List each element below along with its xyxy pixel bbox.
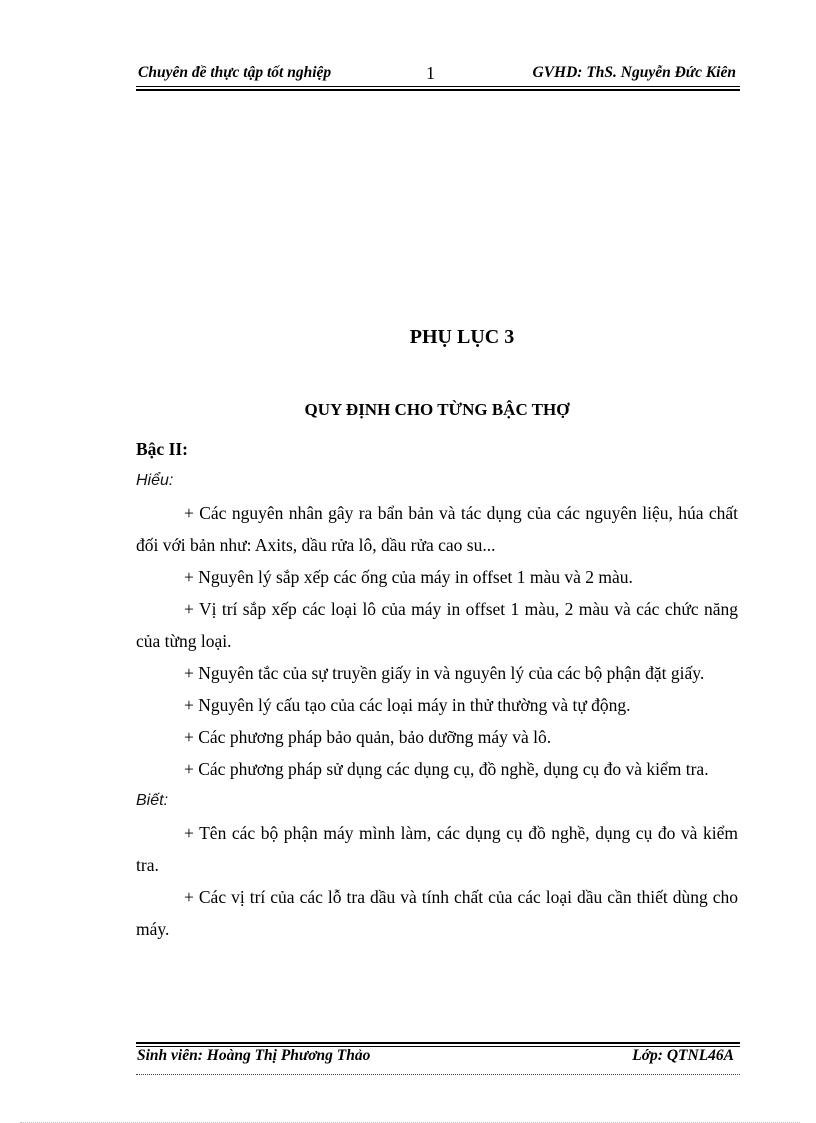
header-page-number: 1 [426, 63, 435, 83]
understand-item: + Nguyên lý sắp xếp các ống của máy in offset 1 màu và 2 màu. [184, 567, 633, 587]
header-rule-thin [136, 86, 740, 87]
understand-item: + Vị trí sắp xếp các loại lô của máy in offset 1 màu, 2 màu và các chức năng của từng loại. [136, 599, 738, 651]
page-footer [136, 1047, 740, 1069]
know-heading: Biết: [136, 792, 169, 809]
understand-item: + Các phương pháp sử dụng các dụng cụ, đồ nghề, dụng cụ đo và kiểm tra. [184, 759, 709, 779]
header-rule-thick [136, 89, 740, 91]
grade-label: Bậc II: [136, 439, 189, 459]
understand-item: + Các phương pháp bảo quản, bảo dưỡng máy và lô. [184, 727, 552, 747]
header-document-title: Chuyên đề thực tập tốt nghiệp [138, 64, 332, 81]
understand-item: + Các nguyên nhân gây ra bẩn bản và tác dụng của các nguyên liệu, húa chất đối với bản như: Axits, dầu rửa lô, dầu rửa cao su... [136, 503, 738, 555]
understand-item: + Nguyên lý cấu tạo của các loại máy in thử thường và tự động. [184, 695, 631, 715]
footer-dotted-rule [136, 1074, 740, 1075]
page-header [136, 64, 740, 86]
footer-student: Sinh viên: Hoàng Thị Phương Thảo [137, 1047, 371, 1064]
header-supervisor: GVHD: ThS. Nguyễn Đức Kiên [532, 64, 736, 81]
appendix-title: PHỤ LỤC 3 [409, 326, 515, 348]
document-body [136, 433, 738, 945]
understand-item: + Nguyên tắc của sự truyền giấy in và nguyên lý của các bộ phận đặt giấy. [184, 663, 705, 683]
footer-class: Lớp: QTNL46A [632, 1047, 734, 1064]
footer-rule-thick [136, 1042, 740, 1044]
know-item: + Tên các bộ phận máy mình làm, các dụng cụ đồ nghề, dụng cụ đo và kiểm tra. [136, 823, 738, 875]
understand-heading: Hiểu: [136, 472, 174, 489]
know-item: + Các vị trí của các lỗ tra dầu và tính chất của các loại dầu cần thiết dùng cho máy. [136, 887, 738, 939]
section-title: QUY ĐỊNH CHO TỪNG BẬC THỢ [304, 400, 570, 419]
